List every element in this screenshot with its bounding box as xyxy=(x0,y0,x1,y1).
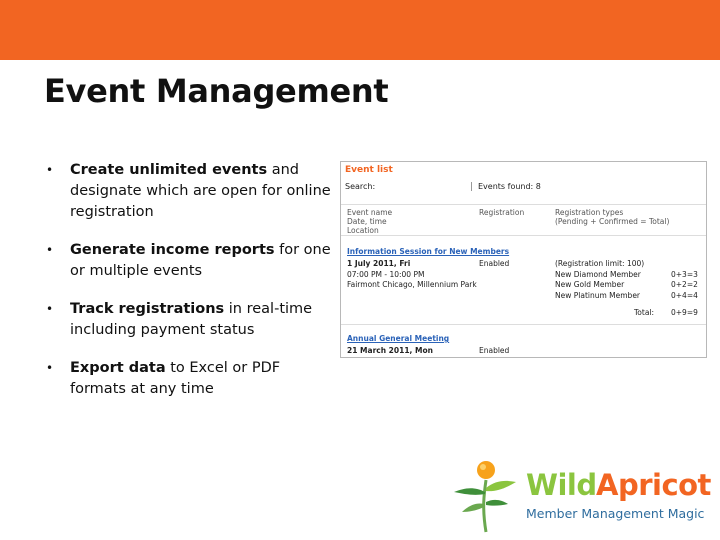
events-found-count: Events found: 8 xyxy=(471,182,541,191)
event-status: Enabled xyxy=(479,259,510,268)
apricot-sprout-icon xyxy=(448,458,528,534)
registration-types: (Registration limit: 100) New Diamond Member New Gold Member New Platinum Member xyxy=(555,259,645,300)
event-status: Enabled xyxy=(479,346,510,355)
bullet-text: and designate which are open for online registration xyxy=(70,162,331,220)
bullet-item xyxy=(46,240,331,282)
bullet-bold: Create unlimited events xyxy=(70,162,268,178)
header-event-col: Event name Date, time Location xyxy=(347,208,393,235)
bullet-text: to Excel or PDF formats at any time xyxy=(70,360,281,397)
logo-tagline: Member Management Magic xyxy=(526,506,705,521)
header-bar xyxy=(0,0,720,60)
bullet-marker: • xyxy=(46,163,54,177)
registration-counts: 0+3=3 0+2=2 0+4=4 xyxy=(671,269,698,300)
bullet-marker: • xyxy=(46,302,54,316)
bullet-item xyxy=(46,358,331,400)
header-registration-col: Registration xyxy=(479,208,525,217)
bullet-list xyxy=(46,160,331,417)
event-link[interactable]: Annual General Meeting xyxy=(347,334,450,343)
bullet-text: for one or multiple events xyxy=(70,242,331,279)
row-divider xyxy=(341,324,706,325)
search-label[interactable]: Search: xyxy=(345,182,376,191)
event-list-screenshot xyxy=(340,161,707,358)
bullet-bold: Track registrations xyxy=(70,301,225,317)
logo-word-wild: Wild xyxy=(526,468,597,502)
header-types-col: Registration types (Pending + Confirmed = Total) xyxy=(555,208,670,226)
bullet-item xyxy=(46,299,331,341)
event-date: 21 March 2011, Mon xyxy=(347,346,433,355)
event-details: 1 July 2011, Fri 07:00 PM - 10:00 PM Fairmont Chicago, Millennium Park xyxy=(347,259,477,289)
event-link[interactable]: Information Session for New Members xyxy=(347,247,510,256)
total-value: 0+9=9 xyxy=(671,308,698,317)
event-list-title: Event list xyxy=(345,165,393,175)
bullet-bold: Generate income reports xyxy=(70,242,275,258)
bullet-item xyxy=(46,160,331,223)
wild-apricot-logo xyxy=(448,458,713,534)
event-table-header xyxy=(341,204,706,236)
total-label: Total: xyxy=(634,308,655,317)
bullet-marker: • xyxy=(46,361,54,375)
bullet-text: in real-time including payment status xyxy=(70,301,313,338)
logo-word-apricot: Apricot xyxy=(596,468,711,502)
bullet-bold: Export data xyxy=(70,360,166,376)
bullet-marker: • xyxy=(46,243,54,257)
slide-title: Event Management xyxy=(44,72,389,110)
